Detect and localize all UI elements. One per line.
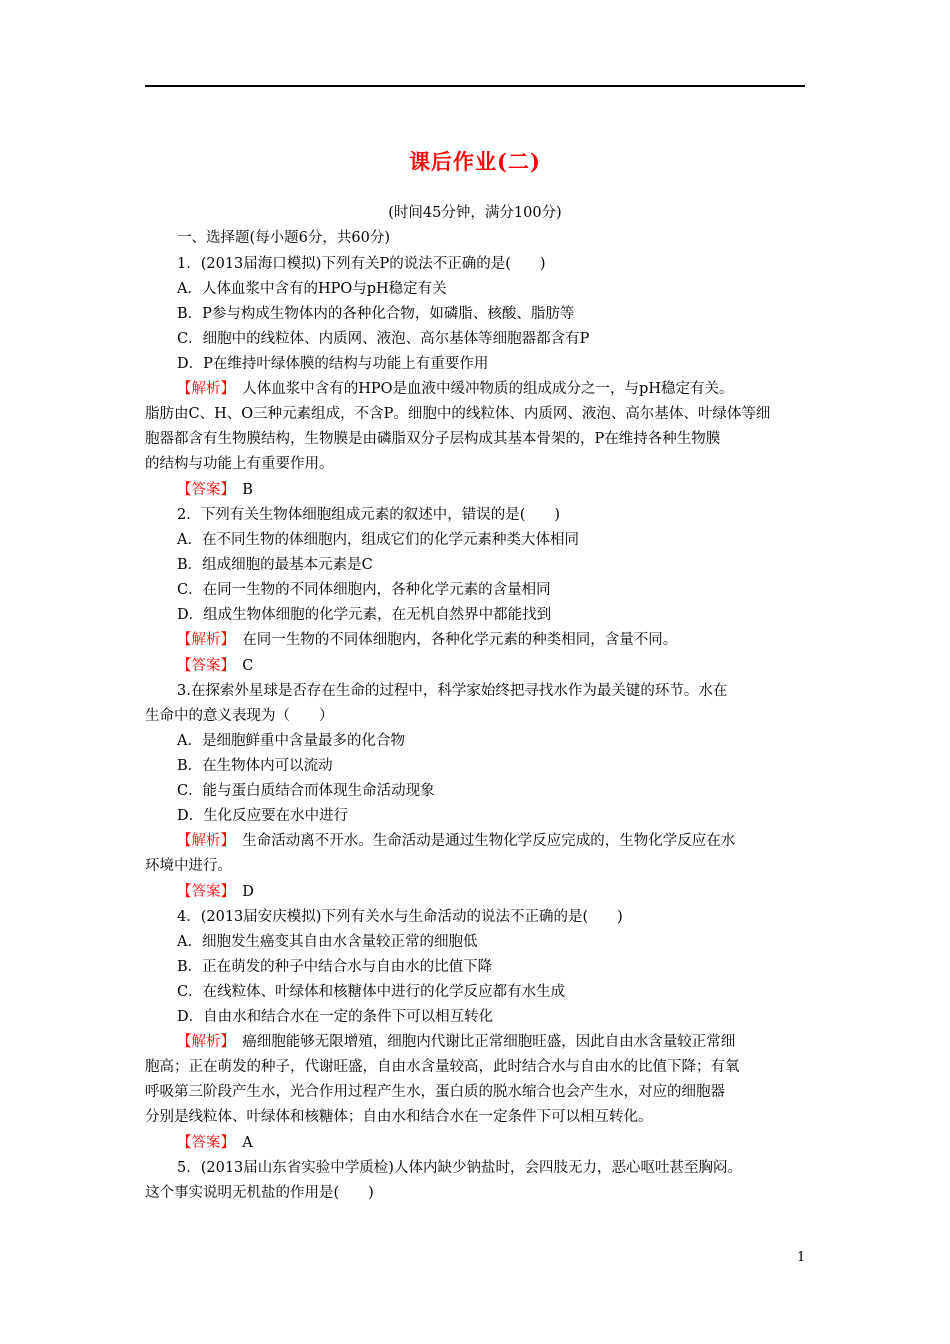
- question-stem: 1．(2013届海口模拟)下列有关P的说法不正确的是( ): [177, 256, 546, 272]
- option-c: C．能与蛋白质结合而体现生命活动现象: [177, 783, 435, 799]
- question-stem: 生命中的意义表现为（ ）: [145, 708, 334, 724]
- question-stem: 这个事实说明无机盐的作用是( ): [145, 1185, 374, 1201]
- answer-tag: 【答案】: [177, 1135, 228, 1151]
- option-a: A．细胞发生癌变其自由水含量较正常的细胞低: [177, 934, 478, 950]
- document-title: 课后作业(二): [409, 149, 541, 174]
- analysis-tag: 【解析】: [177, 381, 228, 397]
- option-a: A．人体血浆中含有的HPO与pH稳定有关: [177, 281, 447, 297]
- analysis-tag: 【解析】: [177, 632, 228, 648]
- answer-line: 【答案】 B: [177, 482, 253, 498]
- option-c: C．在线粒体、叶绿体和核糖体中进行的化学反应都有水生成: [177, 984, 566, 1000]
- option-d: D．P在维持叶绿体膜的结构与功能上有重要作用: [177, 356, 489, 372]
- option-d: D．组成生物体细胞的化学元素，在无机自然界中都能找到: [177, 607, 552, 623]
- question-stem: 2．下列有关生物体细胞组成元素的叙述中，错误的是( ): [177, 507, 561, 523]
- option-a: A．是细胞鲜重中含量最多的化合物: [177, 733, 405, 749]
- question-stem: 5．(2013届山东省实验中学质检)人体内缺少钠盐时，会四肢无力，恶心呕吐甚至胸闷。: [177, 1160, 742, 1176]
- section-heading: 一、选择题(每小题6分，共60分): [177, 230, 390, 246]
- option-b: B．在生物体内可以流动: [177, 758, 333, 774]
- analysis-line: 【解析】 在同一生物的不同体细胞内，各种化学元素的种类相同，含量不同。: [177, 632, 678, 648]
- answer-line: 【答案】 C: [177, 658, 254, 674]
- answer-line: 【答案】 A: [177, 1135, 253, 1151]
- analysis-line: 【解析】 人体血浆中含有的HPO是血液中缓冲物质的组成成分之一，与pH稳定有关。: [177, 381, 734, 397]
- analysis-line: 的结构与功能上有重要作用。: [145, 456, 334, 472]
- answer-tag: 【答案】: [177, 482, 228, 498]
- option-c: C．在同一生物的不同体细胞内，各种化学元素的含量相同: [177, 582, 551, 598]
- analysis-line: 【解析】 生命活动离不开水。生命活动是通过生物化学反应完成的，生物化学反应在水: [177, 833, 736, 849]
- analysis-line: 呼吸第三阶段产生水，光合作用过程产生水，蛋白质的脱水缩合也会产生水，对应的细胞器: [145, 1084, 725, 1100]
- option-a: A．在不同生物的体细胞内，组成它们的化学元素种类大体相同: [177, 532, 579, 548]
- option-d: D．自由水和结合水在一定的条件下可以相互转化: [177, 1009, 494, 1025]
- analysis-tag: 【解析】: [177, 833, 228, 849]
- question-stem: 3.在探索外星球是否存在生命的过程中，科学家始终把寻找水作为最关键的环节。水在: [177, 683, 728, 699]
- option-b: B．P参与构成生物体内的各种化合物，如磷脂、核酸、脂肪等: [177, 306, 575, 322]
- time-score-note: (时间45分钟，满分100分): [388, 205, 562, 221]
- question-stem: 4．(2013届安庆模拟)下列有关水与生命活动的说法不正确的是( ): [177, 909, 623, 925]
- answer-line: 【答案】 D: [177, 884, 254, 900]
- analysis-line: 胞高；正在萌发的种子，代谢旺盛，自由水含量较高，此时结合水与自由水的比值下降；有氧: [145, 1059, 740, 1075]
- answer-tag: 【答案】: [177, 658, 228, 674]
- analysis-line: 【解析】 癌细胞能够无限增殖，细胞内代谢比正常细胞旺盛，因此自由水含量较正常细: [177, 1034, 736, 1050]
- header-rule: [145, 85, 805, 87]
- option-c: C．细胞中的线粒体、内质网、液泡、高尔基体等细胞器都含有P: [177, 331, 590, 347]
- analysis-line: 环境中进行。: [145, 858, 232, 874]
- analysis-line: 脂肪由C、H、O三种元素组成，不含P。细胞中的线粒体、内质网、液泡、高尔基体、叶绿体等细: [145, 406, 771, 422]
- answer-tag: 【答案】: [177, 884, 228, 900]
- analysis-line: 分别是线粒体、叶绿体和核糖体；自由水和结合水在一定条件下可以相互转化。: [145, 1109, 653, 1125]
- page-number: 1: [797, 1250, 806, 1265]
- option-b: B．组成细胞的最基本元素是C: [177, 557, 373, 573]
- analysis-tag: 【解析】: [177, 1034, 228, 1050]
- option-d: D．生化反应要在水中进行: [177, 808, 349, 824]
- analysis-line: 胞器都含有生物膜结构，生物膜是由磷脂双分子层构成其基本骨架的，P在维持各种生物膜: [145, 431, 721, 447]
- option-b: B．正在萌发的种子中结合水与自由水的比值下降: [177, 959, 493, 975]
